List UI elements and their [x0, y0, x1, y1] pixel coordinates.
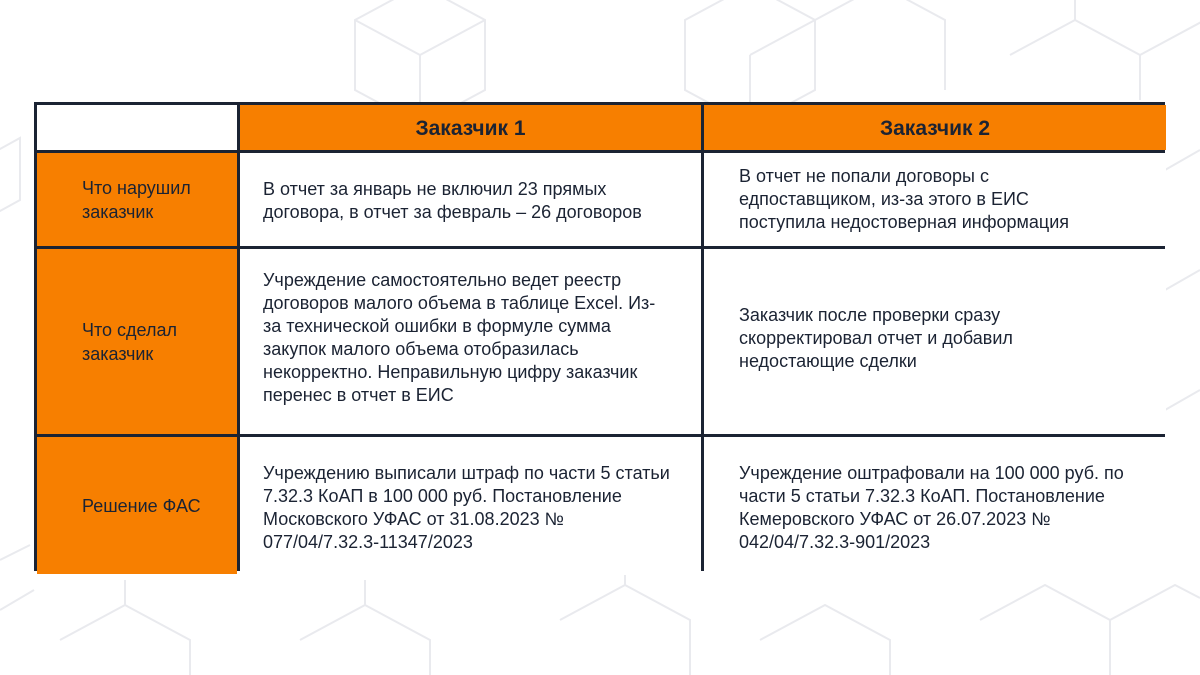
- row-header-violation: [37, 153, 237, 246]
- comparison-table: [34, 102, 1165, 571]
- cell-text: Учреждение оштрафовали на 100 000 руб. по части 5 статьи 7.32.3 КоАП. Постановление Кемеровского УФАС от 26.07.2023 № 042/04/7.32.3-901/2023: [739, 463, 1124, 552]
- cell-text: В отчет за январь не включил 23 прямых договора, в отчет за февраль – 26 договоров: [263, 179, 642, 222]
- column-header-customer-2: Заказчик 2: [704, 105, 1166, 150]
- row-header-label: Решение ФАС: [82, 495, 201, 516]
- row-header-actions: [37, 249, 237, 434]
- cell-text: Учреждение самостоятельно ведет реестр договоров малого объема в таблице Excel. Из-за технической ошибки в формуле сумма закупок малого объема отобразилась некорректно. Неправильную цифру заказчик перенес в отчет в ЕИС: [263, 270, 656, 405]
- table-cell-customer-1-actions: [240, 249, 701, 434]
- column-header-customer-1: Заказчик 1: [240, 105, 701, 150]
- row-header-decision: [37, 437, 237, 574]
- row-header-label: Что сделал заказчик: [82, 319, 177, 364]
- table-cell-customer-2-actions: [704, 249, 1166, 434]
- table-cell-customer-2-decision: [704, 437, 1166, 574]
- table-cell-customer-1-violation: [240, 153, 701, 246]
- row-header-label: Что нарушил заказчик: [82, 177, 191, 222]
- table-cell-customer-1-decision: [240, 437, 701, 574]
- cell-text: Заказчик после проверки сразу скорректировал отчет и добавил недостающие сделки: [739, 305, 1013, 371]
- table-cell-customer-2-violation: [704, 153, 1166, 246]
- table-corner-cell: [37, 105, 237, 150]
- cell-text: Учреждению выписали штраф по части 5 статьи 7.32.3 КоАП в 100 000 руб. Постановление Московского УФАС от 31.08.2023 № 077/04/7.32.3-11347/2023: [263, 463, 670, 552]
- cell-text: В отчет не попали договоры с едпоставщиком, из-за этого в ЕИС поступила недостоверная информация: [739, 166, 1070, 232]
